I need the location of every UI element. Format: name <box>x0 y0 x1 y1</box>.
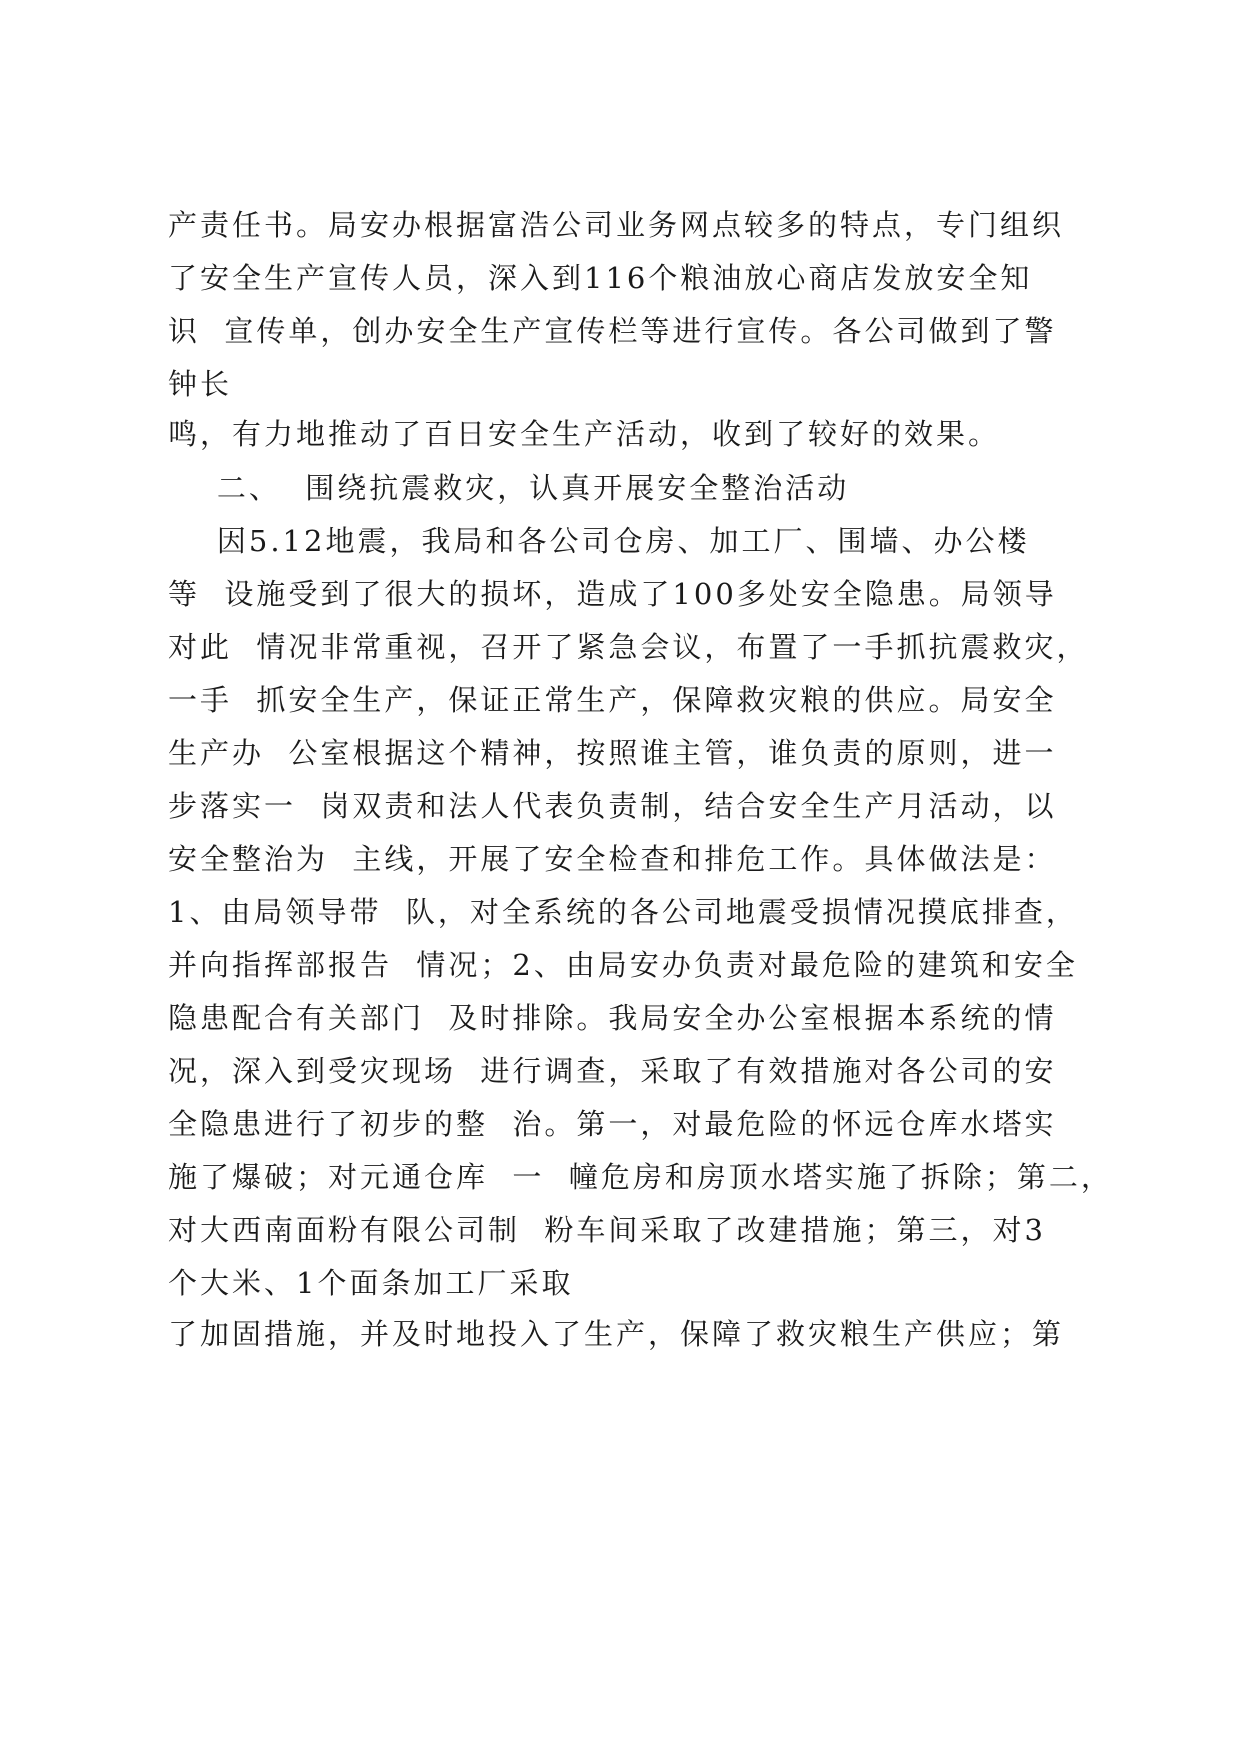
text-line: 因5.12地震，我局和各公司仓房、加工厂、围墙、办公楼 <box>168 524 1030 558</box>
text-line: 对此 情况非常重视，召开了紧急会议，布置了一手抓抗震救灾， <box>168 630 1089 664</box>
text-line: 一手 抓安全生产，保证正常生产，保障救灾粮的供应。局安全 <box>168 683 1057 717</box>
text-line: 并向指挥部报告 情况；2、由局安办负责对最危险的建筑和安全 <box>168 948 1078 982</box>
text-line: 鸣，有力地推动了百日安全生产活动，收到了较好的效果。 <box>168 417 1001 451</box>
text-line: 生产办 公室根据这个精神，按照谁主管，谁负责的原则，进一 <box>168 736 1057 770</box>
text-line: 了加固措施，并及时地投入了生产，保障了救灾粮生产供应；第 <box>168 1317 1065 1351</box>
text-line: 了安全生产宣传人员，深入到116个粮油放心商店发放安全知 <box>168 261 1033 295</box>
text-line: 全隐患进行了初步的整 治。第一，对最危险的怀远仓库水塔实 <box>168 1107 1057 1141</box>
text-line: 产责任书。局安办根据富浩公司业务网点较多的特点，专门组织 <box>168 208 1065 242</box>
text-line: 钟长 <box>168 367 233 401</box>
text-line: 隐患配合有关部门 及时排除。我局安全办公室根据本系统的情 <box>168 1001 1057 1035</box>
text-line: 1、由局领导带 队，对全系统的各公司地震受损情况摸底排查， <box>168 895 1078 929</box>
text-line: 等 设施受到了很大的损坏，造成了100多处安全隐患。局领导 <box>168 577 1057 611</box>
text-line: 况，深入到受灾现场 进行调查，采取了有效措施对各公司的安 <box>168 1054 1057 1088</box>
text-line: 对大西南面粉有限公司制 粉车间采取了改建措施；第三，对3 <box>168 1213 1046 1247</box>
text-line: 个大米、1个面条加工厂采取 <box>168 1266 574 1300</box>
text-line: 安全整治为 主线，开展了安全检查和排危工作。具体做法是： <box>168 842 1057 876</box>
text-line: 施了爆破；对元通仓库 一 幢危房和房顶水塔实施了拆除；第二， <box>168 1160 1113 1194</box>
section-heading: 二、 围绕抗震救灾，认真开展安全整治活动 <box>168 471 850 505</box>
text-line: 步落实一 岗双责和法人代表负责制，结合安全生产月活动，以 <box>168 789 1057 823</box>
text-line: 识 宣传单，创办安全生产宣传栏等进行宣传。各公司做到了警 <box>168 314 1057 348</box>
